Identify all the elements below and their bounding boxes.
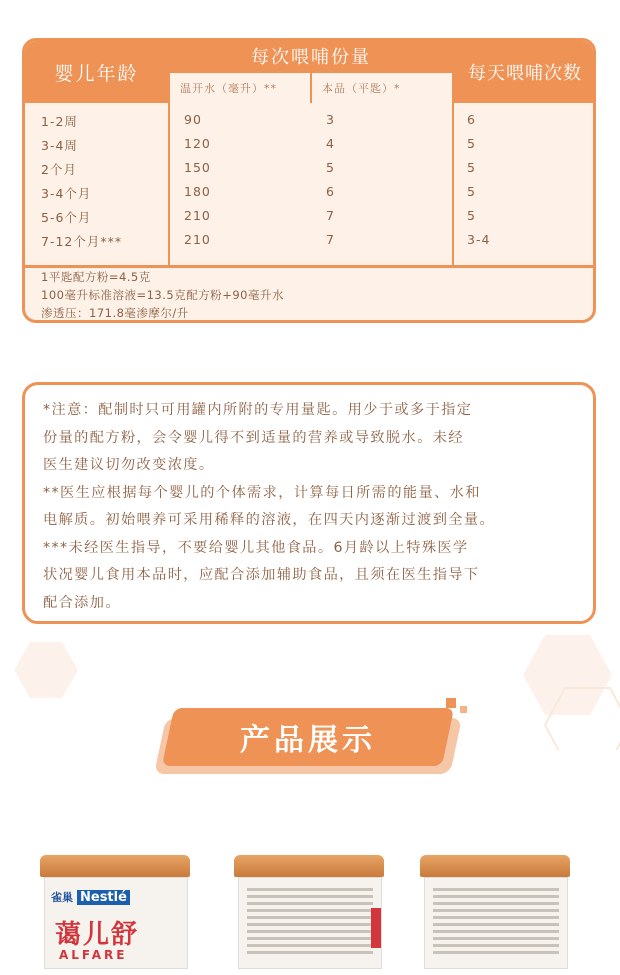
brand-name-en: ALFARE bbox=[59, 948, 128, 962]
table-row bbox=[25, 204, 596, 228]
nutrition-label bbox=[433, 888, 559, 958]
cell-times: 3-4 bbox=[467, 232, 491, 247]
can-lid bbox=[234, 855, 384, 877]
header-divider bbox=[170, 71, 452, 73]
notice-line: 配合添加。 bbox=[43, 594, 121, 611]
cell-water: 120 bbox=[184, 136, 211, 151]
section-title: 产品展示 bbox=[240, 723, 376, 758]
nutrition-label bbox=[247, 888, 373, 958]
note-line: 100毫升标准溶液=13.5克配方粉+90毫升水 bbox=[41, 288, 284, 302]
cell-product: 7 bbox=[326, 208, 335, 223]
cell-water: 210 bbox=[184, 208, 211, 223]
notice-line: 状况婴儿食用本品时，应配合添加辅助食品，且须在医生指导下 bbox=[43, 567, 480, 583]
cell-times: 5 bbox=[467, 184, 476, 199]
cell-age: 3-4个月 bbox=[41, 186, 92, 201]
table-row bbox=[25, 108, 596, 132]
product-can-front bbox=[40, 855, 190, 975]
section-banner bbox=[162, 708, 454, 766]
notice-line: 份量的配方粉，会令婴儿得不到适量的营养或导致脱水。未经 bbox=[43, 429, 464, 446]
notice-line: 电解质。初始喂养可采用稀释的溶液，在四天内逐渐过渡到全量。 bbox=[43, 512, 496, 528]
note-line: 渗透压：171.8毫渗摩尔/升 bbox=[41, 306, 189, 320]
table-row bbox=[25, 132, 596, 156]
cell-age: 1-2周 bbox=[41, 114, 78, 129]
square-decoration-icon bbox=[460, 706, 467, 713]
notes-divider bbox=[25, 265, 596, 268]
note-line: 1平匙配方粉=4.5克 bbox=[41, 270, 151, 284]
can-body bbox=[424, 877, 568, 969]
cell-age: 5-6个月 bbox=[41, 210, 92, 225]
cell-product: 4 bbox=[326, 136, 335, 151]
logo-en: Nestlé bbox=[77, 890, 130, 905]
can-body bbox=[44, 877, 188, 969]
table-row bbox=[25, 228, 596, 252]
header-age: 婴儿年龄 bbox=[25, 41, 168, 103]
cell-times: 5 bbox=[467, 160, 476, 175]
header-amount: 每次喂哺份量 bbox=[170, 41, 452, 71]
square-decoration-icon bbox=[446, 698, 456, 708]
brand-stripe bbox=[371, 908, 381, 948]
table-row bbox=[25, 180, 596, 204]
header-times: 每天喂哺次数 bbox=[454, 41, 596, 103]
logo-cn: 雀巢 bbox=[51, 891, 73, 904]
product-can-side bbox=[234, 855, 384, 975]
notice-line: *注意：配制时只可用罐内所附的专用量匙。用少于或多于指定 bbox=[43, 402, 473, 418]
subheader-product: 本品（平匙）* bbox=[312, 73, 452, 103]
cell-product: 5 bbox=[326, 160, 335, 175]
cell-times: 5 bbox=[467, 136, 476, 151]
notice-line: 医生建议切勿改变浓度。 bbox=[43, 457, 215, 473]
cell-water: 210 bbox=[184, 232, 211, 247]
feeding-table bbox=[22, 38, 596, 323]
can-body bbox=[238, 877, 382, 969]
cell-water: 150 bbox=[184, 160, 211, 175]
cell-times: 6 bbox=[467, 112, 476, 127]
cell-age: 2个月 bbox=[41, 162, 77, 177]
cell-product: 7 bbox=[326, 232, 335, 247]
cell-water: 90 bbox=[184, 112, 202, 127]
cell-age: 3-4周 bbox=[41, 138, 78, 153]
notice-box bbox=[22, 382, 596, 624]
cell-age: 7-12个月*** bbox=[41, 234, 123, 249]
column-divider bbox=[310, 71, 312, 103]
can-lid bbox=[40, 855, 190, 877]
product-can-back bbox=[420, 855, 570, 975]
cell-product: 6 bbox=[326, 184, 335, 199]
can-lid bbox=[420, 855, 570, 877]
cell-water: 180 bbox=[184, 184, 211, 199]
notice-text bbox=[43, 397, 583, 617]
brand-name-cn: 蔼儿舒 bbox=[55, 920, 140, 950]
cell-times: 5 bbox=[467, 208, 476, 223]
subheader-water: 温开水（毫升）** bbox=[170, 73, 310, 103]
table-row bbox=[25, 156, 596, 180]
notice-line: **医生应根据每个婴儿的个体需求，计算每日所需的能量、水和 bbox=[43, 484, 481, 501]
notice-line: ***未经医生指导，不要给婴儿其他食品。6月龄以上特殊医学 bbox=[43, 539, 469, 556]
brand-logo bbox=[51, 888, 181, 906]
cell-product: 3 bbox=[326, 112, 335, 127]
